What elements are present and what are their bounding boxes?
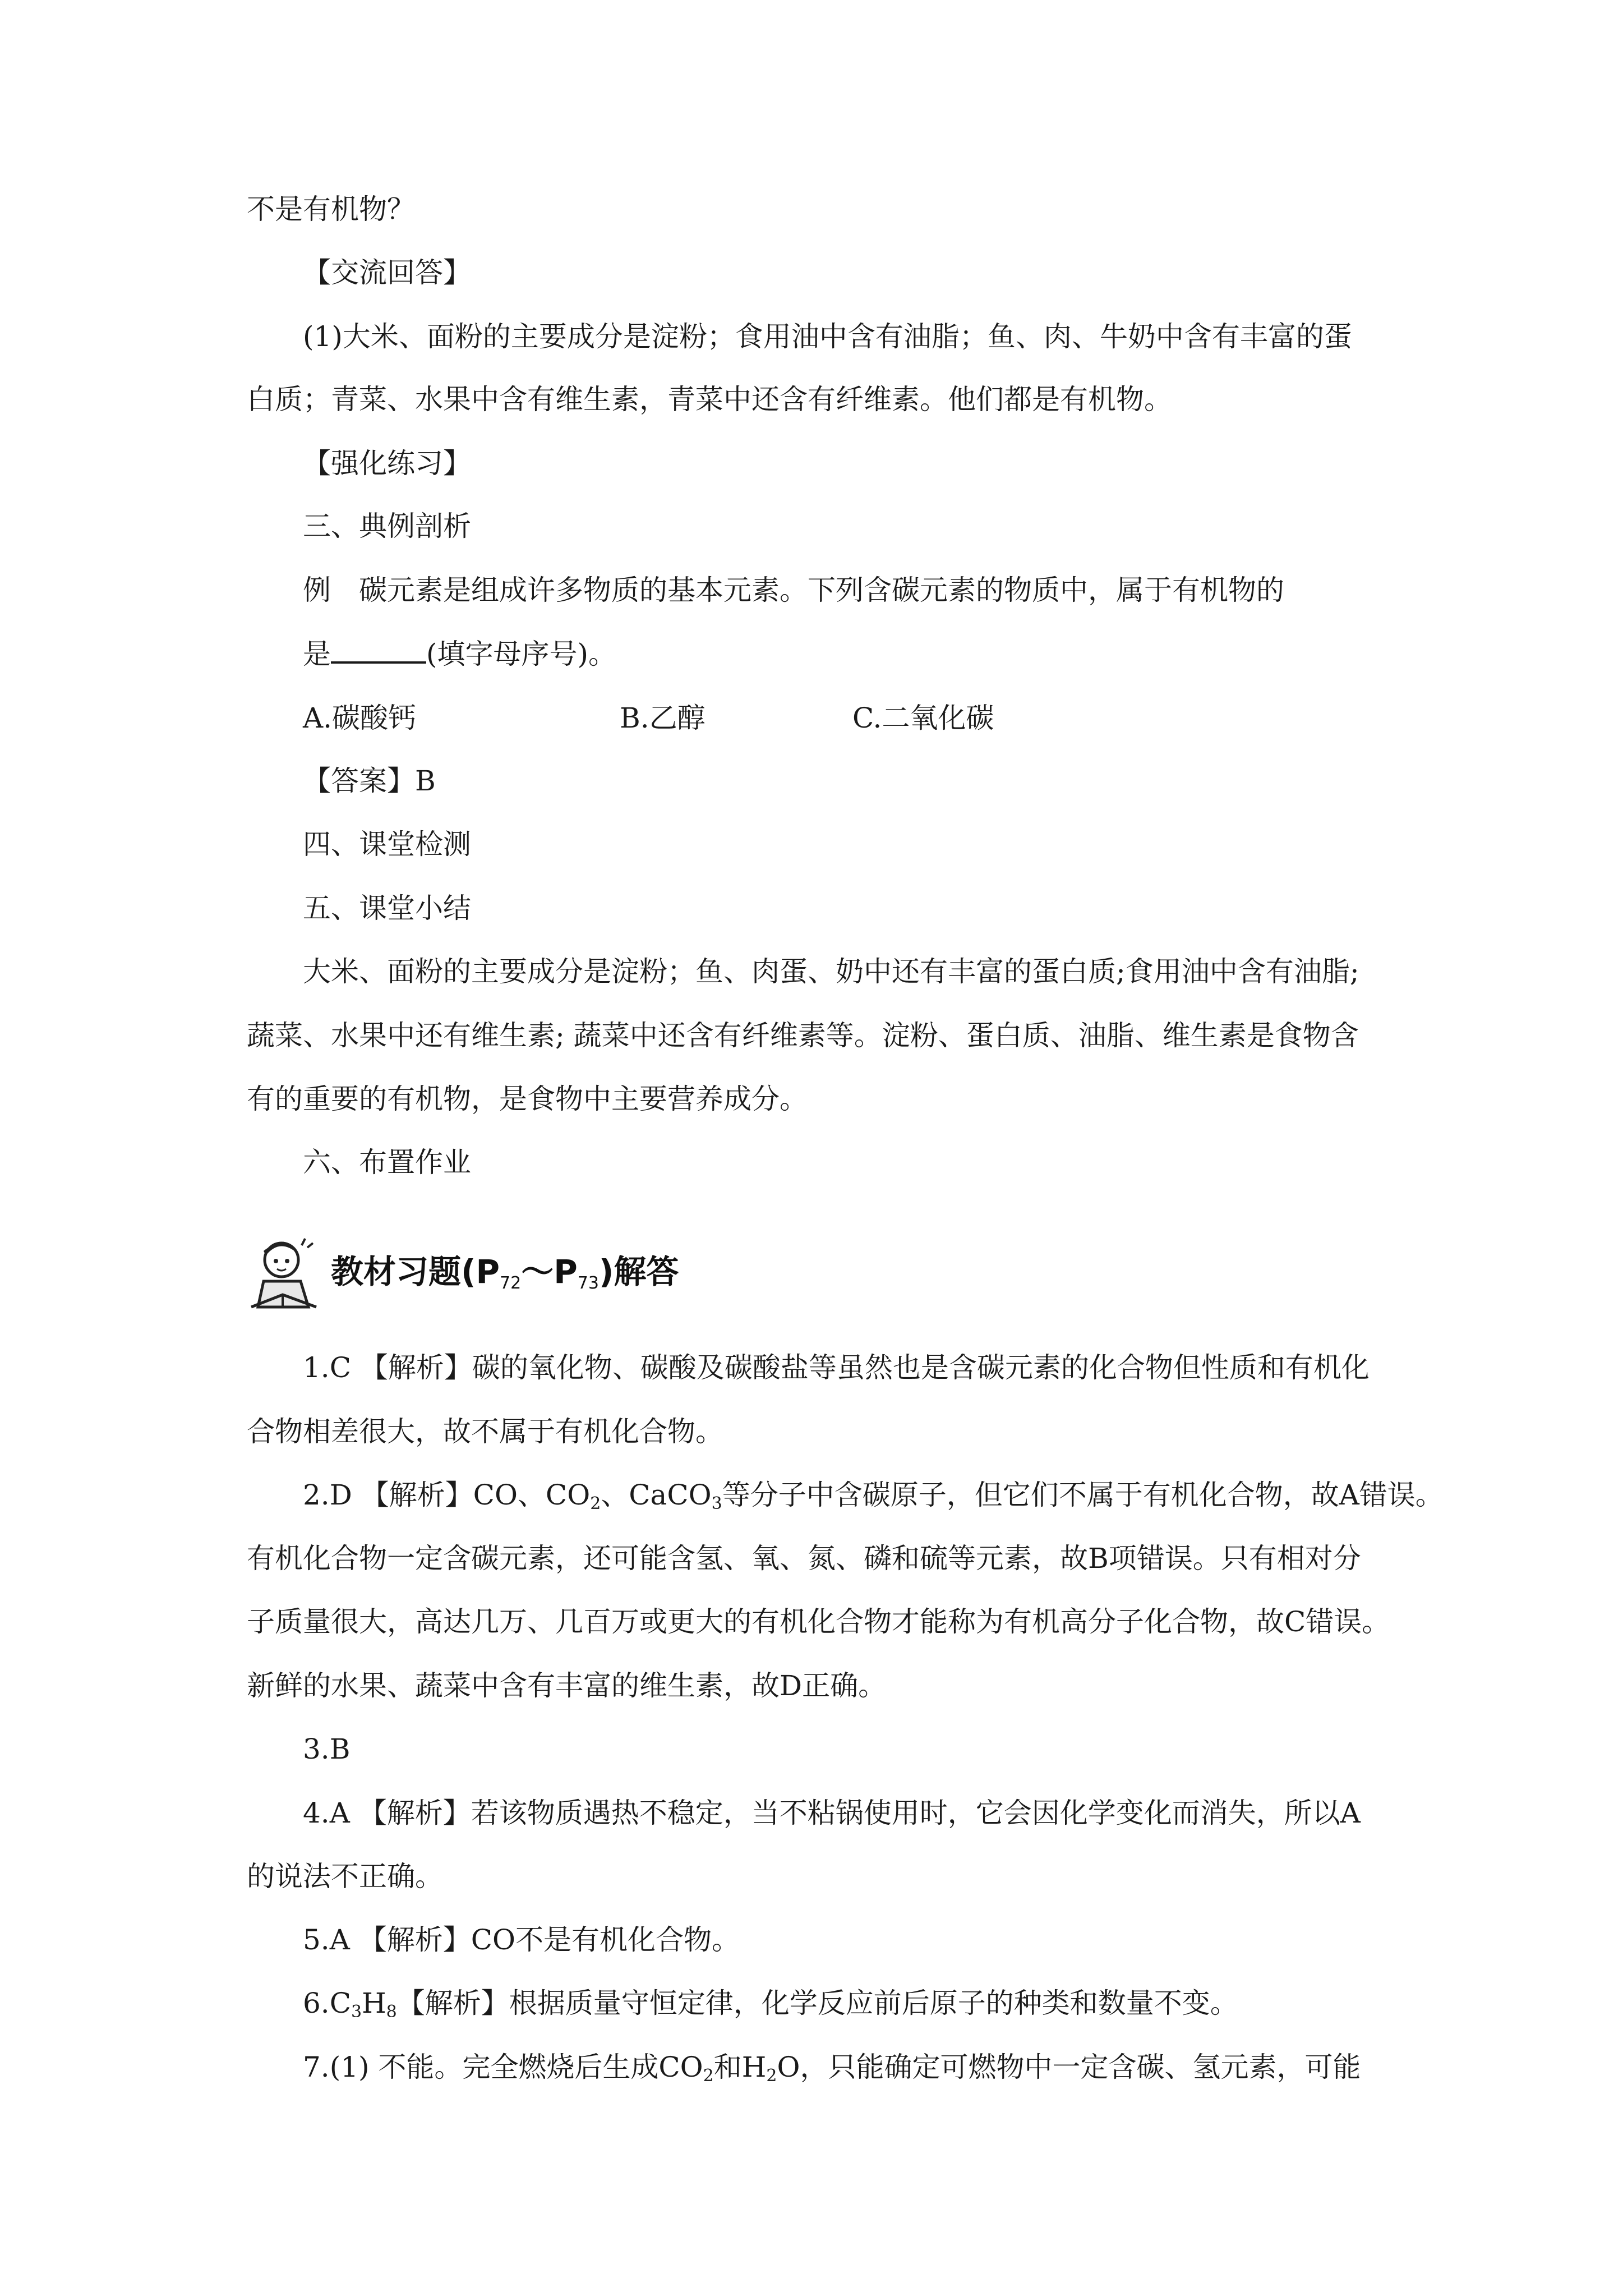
banner-subscript: 72 [500, 1273, 522, 1293]
banner-title-part: ～P [521, 1253, 578, 1291]
banner-title-part: 教材习题(P [331, 1253, 500, 1291]
student-reading-icon [247, 1233, 325, 1312]
option-b: B.乙醇 [620, 702, 706, 734]
text-segment: 、CaCO [601, 1479, 712, 1511]
text-segment: 是 [303, 638, 331, 670]
section-heading: 四、课堂检测 [303, 828, 471, 861]
text-line: 有机化合物一定含碳元素，还可能含氢、氧、氮、磷和硫等元素，故B项错误。只有相对分 [247, 1542, 1361, 1575]
example-question: 例 碳元素是组成许多物质的基本元素。下列含碳元素的物质中，属于有机物的 [303, 574, 1284, 606]
text-segment: (填字母序号)。 [426, 638, 617, 670]
subscript: 2 [590, 1494, 601, 1513]
banner-title [331, 1252, 679, 1303]
option-c: C.二氧化碳 [852, 702, 994, 734]
exercise-banner [247, 1233, 751, 1312]
answer-item: 5.A 【解析】CO不是有机化合物。 [303, 1924, 740, 1956]
text-line: 新鲜的水果、蔬菜中含有丰富的维生素，故D正确。 [247, 1669, 887, 1702]
subscript: 2 [703, 2066, 714, 2086]
text-segment: O，只能确定可燃物中一定含碳、氢元素，可能 [777, 2051, 1361, 2083]
text-segment: H [362, 1987, 386, 2019]
answer-item [303, 1478, 1444, 1512]
text-line [303, 637, 616, 671]
subscript: 3 [351, 2002, 362, 2022]
section-heading: 【强化练习】 [303, 447, 471, 480]
answer-item [303, 1986, 1238, 2020]
text-line: 白质；青菜、水果中含有维生素，青菜中还含有纤维素。他们都是有机物。 [247, 383, 1172, 416]
section-heading: 六、布置作业 [303, 1146, 471, 1179]
text-line: 大米、面粉的主要成分是淀粉；鱼、肉蛋、奶中还有丰富的蛋白质;食用油中含有油脂; [303, 955, 1359, 988]
text-segment: 6.C [303, 1987, 351, 2019]
section-heading: 【交流回答】 [303, 256, 471, 289]
subscript: 8 [386, 2002, 397, 2022]
answer-line: 【答案】B [303, 765, 436, 797]
text-line: 有的重要的有机物，是食物中主要营养成分。 [247, 1083, 808, 1115]
text-line: 蔬菜、水果中还有维生素; 蔬菜中还含有纤维素等。淀粉、蛋白质、油脂、维生素是食物含 [247, 1019, 1359, 1052]
subscript: 3 [711, 1494, 722, 1513]
subscript: 2 [766, 2066, 777, 2086]
answer-item [303, 2050, 1361, 2084]
banner-subscript: 73 [577, 1273, 599, 1293]
text-segment: 7.(1) 不能。完全燃烧后生成CO [303, 2051, 703, 2083]
answer-item: 3.B [303, 1733, 351, 1765]
text-line: 不是有机物？ [247, 193, 415, 226]
text-segment: 等分子中含碳原子，但它们不属于有机化合物，故A错误。 [722, 1479, 1444, 1511]
text-line: (1)大米、面粉的主要成分是淀粉；食用油中含有油脂；鱼、肉、牛奶中含有丰富的蛋 [303, 320, 1352, 353]
option-a: A.碳酸钙 [303, 702, 417, 734]
text-segment: 和H [713, 2051, 767, 2083]
banner-title-part: )解答 [598, 1253, 679, 1291]
answer-blank [331, 637, 426, 664]
answer-item: 1.C 【解析】碳的氧化物、碳酸及碳酸盐等虽然也是含碳元素的化合物但性质和有机化 [303, 1351, 1370, 1384]
text-line: 合物相差很大，故不属于有机化合物。 [247, 1415, 723, 1448]
text-line: 的说法不正确。 [247, 1860, 443, 1893]
text-segment: 【解析】根据质量守恒定律，化学反应前后原子的种类和数量不变。 [396, 1987, 1238, 2019]
answer-item: 4.A 【解析】若该物质遇热不稳定，当不粘锅使用时，它会因化学变化而消失，所以A [303, 1797, 1361, 1829]
text-line: 子质量很大，高达几万、几百万或更大的有机化合物才能称为有机高分子化合物，故C错误。 [247, 1605, 1390, 1638]
section-heading: 三、典例剖析 [303, 510, 471, 542]
section-heading: 五、课堂小结 [303, 892, 471, 924]
text-segment: 2.D 【解析】CO、CO [303, 1479, 591, 1511]
